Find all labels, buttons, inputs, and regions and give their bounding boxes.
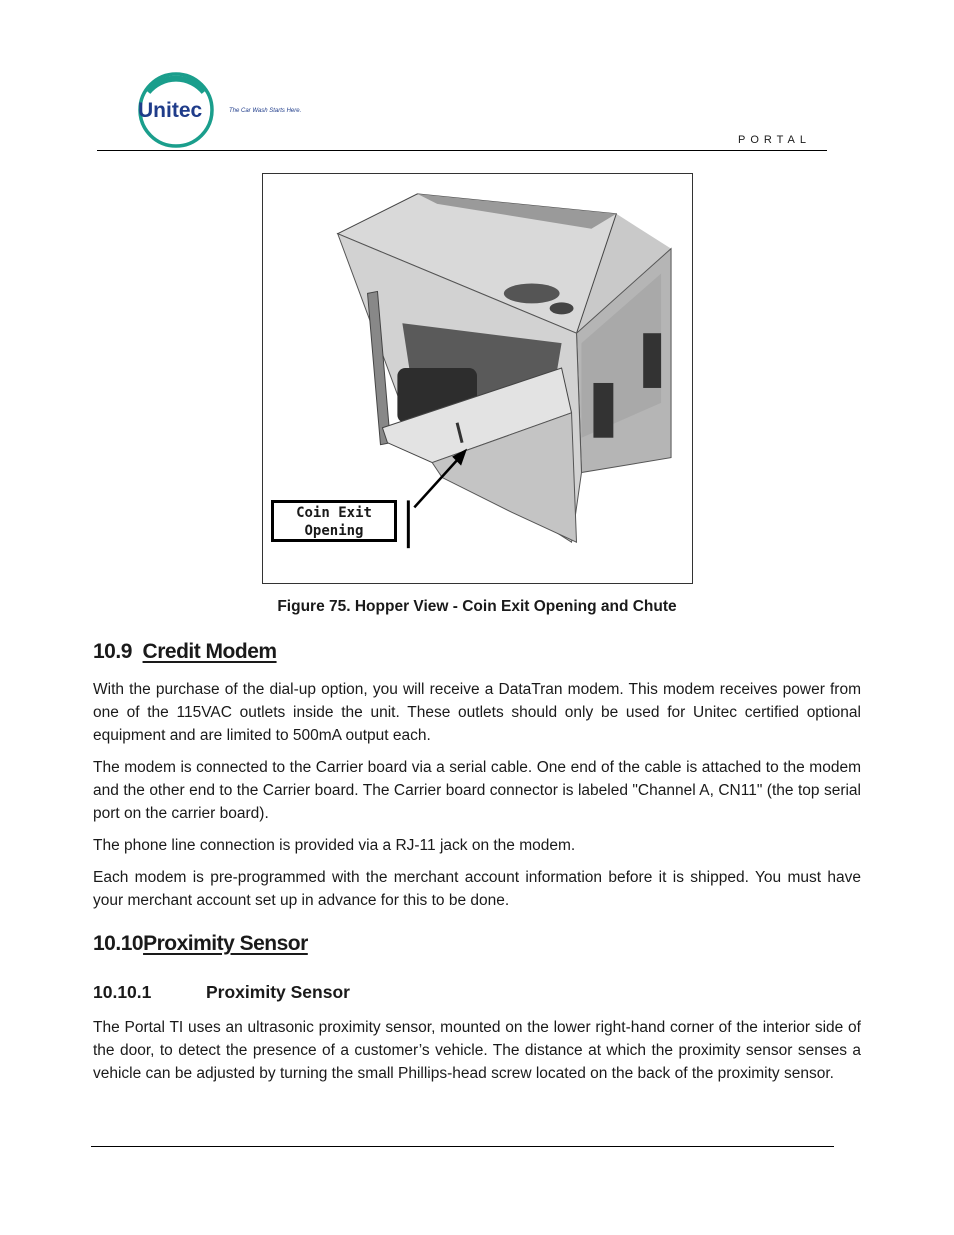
paragraph: Each modem is pre-programmed with the merchant account information before it is shipped. You must have your merchant account set up in advance for this to be done. — [93, 869, 861, 909]
subsection-title: Proximity Sensor — [206, 982, 350, 1002]
coin-exit-callout — [271, 500, 397, 542]
section-tag: PORTAL — [738, 134, 811, 146]
section-title: Proximity Sensor — [143, 932, 308, 955]
callout-line-2: Opening — [304, 523, 364, 539]
header-divider — [97, 150, 827, 151]
paragraph: The modem is connected to the Carrier board via a serial cable. One end of the cable is attached to the modem and the other end to the Carrier board. The Carrier board connector is labeled "Channel A, CN11" (the top serial port on the carrier board). — [93, 759, 861, 822]
footer-divider — [91, 1146, 834, 1147]
subsection-heading-10-10-1 — [93, 982, 350, 1003]
paragraph: The phone line connection is provided via a RJ-11 jack on the modem. — [93, 837, 576, 854]
hopper-figure — [262, 173, 693, 584]
section-number: 10.10 — [93, 932, 144, 955]
callout-line-1: Coin Exit — [296, 505, 372, 521]
logo-tagline: The Car Wash Starts Here. — [229, 108, 302, 114]
figure-caption: Figure 75. Hopper View - Coin Exit Opening and Chute — [277, 598, 677, 615]
section-heading-10-10 — [93, 932, 308, 956]
paragraph: With the purchase of the dial-up option, you will receive a DataTran modem. This modem receives power from one of the 115VAC outlets inside the unit. These outlets should only be used for Unitec certified optional equipment and are limited to 500mA output each. — [93, 681, 861, 744]
unitec-logo — [134, 72, 324, 152]
section-heading-10-9 — [93, 640, 277, 664]
paragraph: The Portal TI uses an ultrasonic proximity sensor, mounted on the lower right-hand corner of the interior side of the door, to detect the presence of a customer’s vehicle. The distance at which the proximity sensor senses a vehicle can be adjusted by turning the small Phillips-head screw located on the back of the proximity sensor. — [93, 1019, 861, 1082]
logo-wordmark: Unitec — [138, 99, 203, 122]
section-title: Credit Modem — [142, 640, 277, 663]
subsection-number: 10.10.1 — [93, 982, 152, 1002]
section-number: 10.9 — [93, 640, 132, 663]
